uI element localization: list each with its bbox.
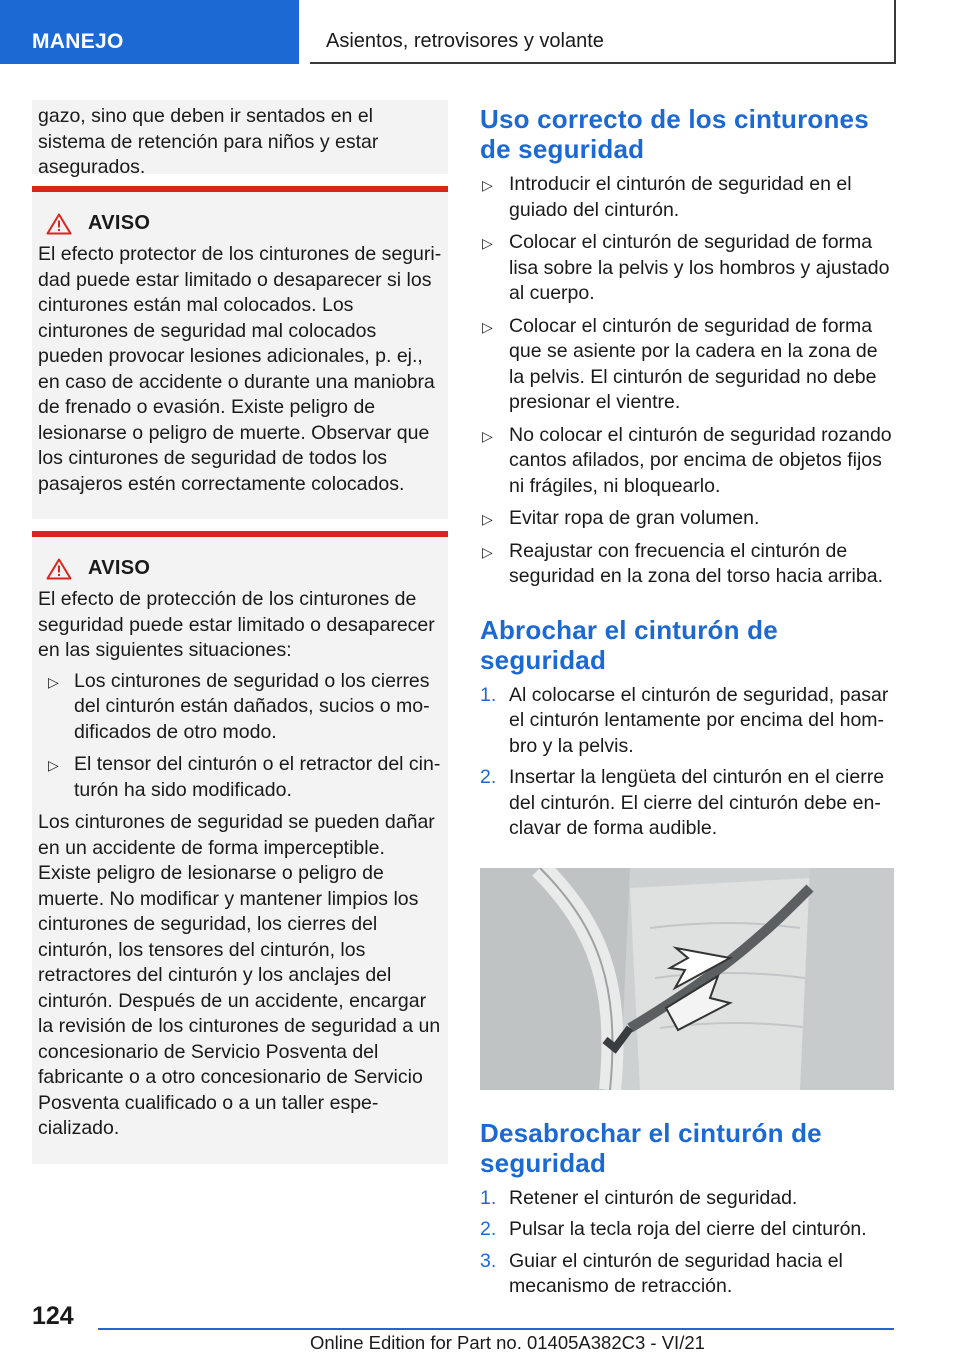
list-item: ▷ No colocar el cinturón de seguridad rozando cantos afilados, por encima de objetos fijos ni frágiles, ni bloquearlo. [482,423,892,497]
right-column [480,100,894,1306]
warning-triangle-icon [46,213,72,235]
warning-outro: Los cinturones de seguridad se pueden dañar en un accidente de forma imperceptible. Existe peligro de lesionarse o peligro de muerte. No modificar y mantener limpios los cinturones de seguridad, los cierres del cinturón, los tensores del cinturón, los retractores del cinturón y los anclajes del cinturón. Después de un accidente, encargar la revisión de los cinturones de seguridad a un concesionario de Servicio Posventa del fabricante o a otro concesionario de Servicio Posventa cualificado o a un taller especializado. [38,811,441,1139]
left-column [32,100,448,1164]
warning-header [46,212,442,236]
list-item: 2. Insertar la lengüeta del cinturón en el cierre del cinturón. El cierre del cinturón debe enclavar de forma audible. [480,766,885,839]
triangle-bullet-icon: ▷ [482,318,493,335]
triangle-bullet-icon: ▷ [482,427,493,444]
section-heading: Uso correcto de los cinturones de seguridad [480,104,869,164]
step-list [480,1186,894,1300]
chapter-title: Asientos, retrovisores y volante [310,0,896,64]
list-item: 3. Guiar el cinturón de seguridad hacia el mecanismo de retracción. [480,1249,843,1297]
triangle-bullet-icon: ▷ [482,235,493,251]
triangle-bullet-icon: ▷ [482,511,493,527]
warning-box-2 [32,531,448,1164]
list-item: 2. Pulsar la tecla roja del cierre del cinturón. [480,1218,867,1240]
footer-divider [98,1328,894,1330]
section-tab: MANEJO [0,0,299,64]
warning-intro: El efecto de protección de los cinturones de seguridad puede estar limitado o desaparecer en las siguientes situaciones: [38,588,435,661]
section-heading: Abrochar el cinturón de seguridad [480,614,778,675]
list-item: ▷ Los cinturones de seguridad o los cierres del cinturón están dañados, sucios o modificados de otro modo. [48,669,430,743]
triangle-bullet-icon: ▷ [48,673,59,690]
warning-label: AVISO [88,557,151,580]
triangle-bullet-icon: ▷ [48,757,59,773]
triangle-bullet-icon: ▷ [482,543,493,560]
list-item: 1. Retener el cinturón de seguridad. [480,1186,798,1209]
warning-text: El efecto protector de los cinturones de seguridad puede estar limitado o desaparecer si los cinturones están mal colocados. Los cinturones de seguridad mal colocados pueden provocar lesiones adicionales, p. ej., en caso de accidente o durante una maniobra de frenado o evasión. Existe peligro de lesionarse o peligro de muerte. Observar que los cinturones de seguridad de todos los pasajeros estén correctamente colocados. [38,243,442,495]
step-list [480,683,894,842]
warning-header [46,557,442,581]
warning-triangle-icon [46,558,72,580]
seatbelt-illustration [480,868,894,1090]
footer-edition: Online Edition for Part no. 01405A382C3 - VI/21 [310,1332,705,1353]
seatbelt-image [480,868,894,1090]
instruction-list [480,172,894,590]
triangle-bullet-icon: ▷ [482,177,493,193]
page-number: 124 [32,1302,74,1330]
warning-label: AVISO [88,212,151,235]
warning-box-1 [32,186,448,519]
section-heading: Desabrochar el cinturón de seguridad [480,1117,822,1178]
continuation-text: gazo, sino que deben ir sentados en el sistema de retención para niños y estar asegurados. [38,105,379,178]
list-item: ▷ Colocar el cinturón de seguridad de forma que se asiente por la cadera en la zona de la pelvis. El cinturón de seguridad no debe presionar el vientre. [482,314,878,413]
list-item: ▷ Colocar el cinturón de seguridad de forma lisa sobre la pelvis y los hombros y ajustado al cuerpo. [482,231,890,304]
list-item: 1. Al colocarse el cinturón de seguridad, pasar el cinturón lentamente por encima del hombro y la pelvis. [480,683,889,757]
continuation-box [32,100,448,178]
warning-list [38,669,442,804]
list-item: ▷ El tensor del cinturón o el retractor del cinturón ha sido modificado. [48,753,441,801]
list-item: ▷ Introducir el cinturón de seguridad en el guiado del cinturón. [482,173,852,221]
list-item: ▷ Reajustar con frecuencia el cinturón de seguridad en la zona del torso hacia arriba. [482,539,883,587]
list-item: ▷ Evitar ropa de gran volumen. [480,506,894,532]
